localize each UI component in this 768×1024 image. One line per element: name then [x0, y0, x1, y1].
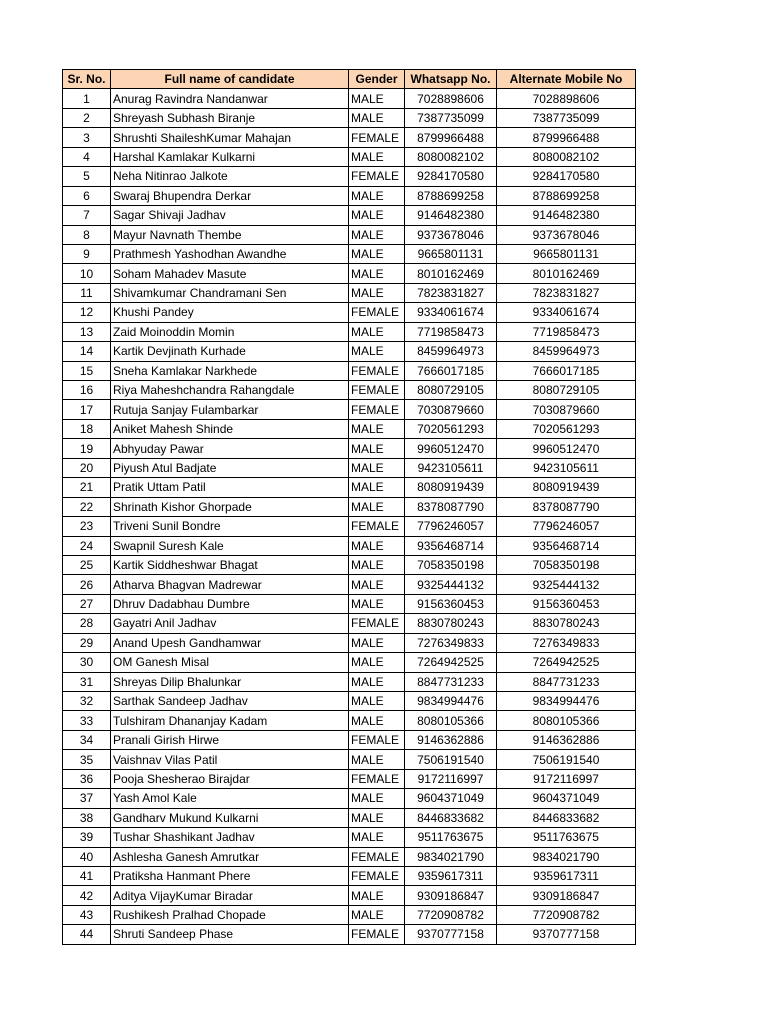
sr-no-cell: 41 — [63, 866, 111, 885]
whatsapp-no-cell: 7030879660 — [405, 400, 497, 419]
sr-no-cell: 5 — [63, 167, 111, 186]
whatsapp-no-cell: 8788699258 — [405, 186, 497, 205]
gender-cell: MALE — [349, 828, 405, 847]
sr-no-cell: 11 — [63, 283, 111, 302]
whatsapp-no-cell: 9334061674 — [405, 303, 497, 322]
sr-no-cell: 16 — [63, 381, 111, 400]
sr-no-cell: 14 — [63, 342, 111, 361]
table-row — [63, 167, 636, 186]
candidate-name-cell: Shrinath Kishor Ghorpade — [111, 497, 349, 516]
table-row — [63, 303, 636, 322]
gender-cell: MALE — [349, 283, 405, 302]
candidate-name-cell: Zaid Moinoddin Momin — [111, 322, 349, 341]
alternate-mobile-cell: 9146362886 — [497, 730, 636, 749]
alternate-mobile-cell: 7823831827 — [497, 283, 636, 302]
candidate-name-cell: Rushikesh Pralhad Chopade — [111, 905, 349, 924]
alternate-mobile-cell: 7666017185 — [497, 361, 636, 380]
whatsapp-no-cell: 9511763675 — [405, 828, 497, 847]
alternate-mobile-cell: 9334061674 — [497, 303, 636, 322]
alternate-mobile-cell: 8378087790 — [497, 497, 636, 516]
whatsapp-no-cell: 9356468714 — [405, 536, 497, 555]
table-row — [63, 594, 636, 613]
whatsapp-no-cell: 7276349833 — [405, 633, 497, 652]
gender-cell: MALE — [349, 497, 405, 516]
whatsapp-no-cell: 8080082102 — [405, 147, 497, 166]
whatsapp-no-cell: 9325444132 — [405, 575, 497, 594]
whatsapp-no-cell: 9665801131 — [405, 244, 497, 263]
candidate-name-cell: Shruti Sandeep Phase — [111, 925, 349, 944]
gender-cell: MALE — [349, 147, 405, 166]
whatsapp-no-cell: 9284170580 — [405, 167, 497, 186]
alternate-mobile-cell: 9325444132 — [497, 575, 636, 594]
whatsapp-no-cell: 9834021790 — [405, 847, 497, 866]
sr-no-cell: 43 — [63, 905, 111, 924]
candidate-name-cell: Gayatri Anil Jadhav — [111, 614, 349, 633]
alternate-mobile-cell: 9284170580 — [497, 167, 636, 186]
alternate-mobile-cell: 9309186847 — [497, 886, 636, 905]
sr-no-cell: 1 — [63, 89, 111, 108]
gender-cell: MALE — [349, 653, 405, 672]
candidate-name-cell: Rutuja Sanjay Fulambarkar — [111, 400, 349, 419]
sr-no-cell: 22 — [63, 497, 111, 516]
alternate-mobile-cell: 7720908782 — [497, 905, 636, 924]
gender-cell: MALE — [349, 633, 405, 652]
whatsapp-no-cell: 7796246057 — [405, 517, 497, 536]
alternate-mobile-cell: 8080105366 — [497, 711, 636, 730]
sr-no-cell: 21 — [63, 478, 111, 497]
sr-no-cell: 18 — [63, 419, 111, 438]
alternate-mobile-cell: 9665801131 — [497, 244, 636, 263]
alternate-mobile-cell: 7276349833 — [497, 633, 636, 652]
candidate-name-cell: Riya Maheshchandra Rahangdale — [111, 381, 349, 400]
alternate-mobile-cell: 9359617311 — [497, 866, 636, 885]
table-row — [63, 322, 636, 341]
sr-no-cell: 25 — [63, 555, 111, 574]
gender-cell: MALE — [349, 692, 405, 711]
sr-no-cell: 20 — [63, 458, 111, 477]
table-row — [63, 789, 636, 808]
sr-no-cell: 12 — [63, 303, 111, 322]
whatsapp-no-cell: 7719858473 — [405, 322, 497, 341]
alternate-mobile-cell: 7030879660 — [497, 400, 636, 419]
sr-no-cell: 42 — [63, 886, 111, 905]
alternate-mobile-cell: 8080729105 — [497, 381, 636, 400]
whatsapp-no-cell: 8080919439 — [405, 478, 497, 497]
table-row — [63, 264, 636, 283]
whatsapp-no-cell: 8010162469 — [405, 264, 497, 283]
table-row — [63, 769, 636, 788]
candidate-name-cell: Prathmesh Yashodhan Awandhe — [111, 244, 349, 263]
whatsapp-no-cell: 7720908782 — [405, 905, 497, 924]
table-row — [63, 614, 636, 633]
sr-no-cell: 19 — [63, 439, 111, 458]
sr-no-cell: 39 — [63, 828, 111, 847]
candidate-name-cell: Shivamkumar Chandramani Sen — [111, 283, 349, 302]
alternate-mobile-cell: 7796246057 — [497, 517, 636, 536]
whatsapp-no-cell: 7387735099 — [405, 108, 497, 127]
table-row — [63, 108, 636, 127]
whatsapp-no-cell: 7823831827 — [405, 283, 497, 302]
sr-no-cell: 23 — [63, 517, 111, 536]
table-row — [63, 478, 636, 497]
table-row — [63, 419, 636, 438]
table-row — [63, 847, 636, 866]
table-row — [63, 575, 636, 594]
alternate-mobile-cell: 8847731233 — [497, 672, 636, 691]
gender-cell: MALE — [349, 750, 405, 769]
gender-cell: MALE — [349, 808, 405, 827]
alternate-mobile-cell: 9960512470 — [497, 439, 636, 458]
whatsapp-no-cell: 7058350198 — [405, 555, 497, 574]
whatsapp-no-cell: 9309186847 — [405, 886, 497, 905]
whatsapp-no-cell: 9146362886 — [405, 730, 497, 749]
table-row — [63, 361, 636, 380]
candidate-name-cell: Pranali Girish Hirwe — [111, 730, 349, 749]
sr-no-cell: 9 — [63, 244, 111, 263]
sr-no-cell: 6 — [63, 186, 111, 205]
gender-cell: FEMALE — [349, 517, 405, 536]
table-row — [63, 342, 636, 361]
table-row — [63, 244, 636, 263]
candidate-name-cell: Pooja Shesherao Birajdar — [111, 769, 349, 788]
candidate-name-cell: Shreyash Subhash Biranje — [111, 108, 349, 127]
gender-cell: MALE — [349, 264, 405, 283]
alternate-mobile-cell: 7020561293 — [497, 419, 636, 438]
gender-cell: FEMALE — [349, 381, 405, 400]
sr-no-cell: 4 — [63, 147, 111, 166]
alternate-mobile-cell: 8080082102 — [497, 147, 636, 166]
table-row — [63, 653, 636, 672]
whatsapp-no-cell: 8830780243 — [405, 614, 497, 633]
table-body — [63, 89, 636, 944]
alternate-mobile-cell: 7058350198 — [497, 555, 636, 574]
alternate-mobile-cell: 8799966488 — [497, 128, 636, 147]
candidate-name-cell: OM Ganesh Misal — [111, 653, 349, 672]
gender-cell: FEMALE — [349, 866, 405, 885]
candidate-name-cell: Kartik Devjinath Kurhade — [111, 342, 349, 361]
candidate-name-cell: Tulshiram Dhananjay Kadam — [111, 711, 349, 730]
alternate-mobile-cell: 7028898606 — [497, 89, 636, 108]
candidate-name-cell: Soham Mahadev Masute — [111, 264, 349, 283]
header-full-name: Full name of candidate — [111, 70, 349, 89]
whatsapp-no-cell: 9960512470 — [405, 439, 497, 458]
alternate-mobile-cell: 9146482380 — [497, 206, 636, 225]
sr-no-cell: 28 — [63, 614, 111, 633]
gender-cell: FEMALE — [349, 167, 405, 186]
table-row — [63, 497, 636, 516]
candidate-name-cell: Ashlesha Ganesh Amrutkar — [111, 847, 349, 866]
gender-cell: MALE — [349, 419, 405, 438]
gender-cell: MALE — [349, 225, 405, 244]
gender-cell: FEMALE — [349, 303, 405, 322]
candidate-name-cell: Anand Upesh Gandhamwar — [111, 633, 349, 652]
sr-no-cell: 17 — [63, 400, 111, 419]
alternate-mobile-cell: 9834994476 — [497, 692, 636, 711]
whatsapp-no-cell: 9146482380 — [405, 206, 497, 225]
gender-cell: FEMALE — [349, 128, 405, 147]
table-row — [63, 692, 636, 711]
alternate-mobile-cell: 9604371049 — [497, 789, 636, 808]
alternate-mobile-cell: 9423105611 — [497, 458, 636, 477]
alternate-mobile-cell: 8446833682 — [497, 808, 636, 827]
sr-no-cell: 27 — [63, 594, 111, 613]
candidate-name-cell: Gandharv Mukund Kulkarni — [111, 808, 349, 827]
gender-cell: FEMALE — [349, 925, 405, 944]
whatsapp-no-cell: 8080105366 — [405, 711, 497, 730]
table-row — [63, 633, 636, 652]
gender-cell: FEMALE — [349, 614, 405, 633]
gender-cell: MALE — [349, 108, 405, 127]
sr-no-cell: 37 — [63, 789, 111, 808]
table-row — [63, 905, 636, 924]
candidate-name-cell: Abhyuday Pawar — [111, 439, 349, 458]
gender-cell: MALE — [349, 555, 405, 574]
candidate-name-cell: Mayur Navnath Thembe — [111, 225, 349, 244]
gender-cell: MALE — [349, 322, 405, 341]
alternate-mobile-cell: 9156360453 — [497, 594, 636, 613]
candidate-name-cell: Piyush Atul Badjate — [111, 458, 349, 477]
table-row — [63, 225, 636, 244]
sr-no-cell: 33 — [63, 711, 111, 730]
gender-cell: MALE — [349, 206, 405, 225]
sr-no-cell: 44 — [63, 925, 111, 944]
alternate-mobile-cell: 9172116997 — [497, 769, 636, 788]
table-row — [63, 536, 636, 555]
table-row — [63, 186, 636, 205]
table-row — [63, 381, 636, 400]
alternate-mobile-cell: 9370777158 — [497, 925, 636, 944]
sr-no-cell: 10 — [63, 264, 111, 283]
gender-cell: MALE — [349, 439, 405, 458]
candidate-name-cell: Tushar Shashikant Jadhav — [111, 828, 349, 847]
sr-no-cell: 3 — [63, 128, 111, 147]
table-row — [63, 925, 636, 944]
gender-cell: FEMALE — [349, 361, 405, 380]
whatsapp-no-cell: 7506191540 — [405, 750, 497, 769]
candidate-name-cell: Sarthak Sandeep Jadhav — [111, 692, 349, 711]
table-row — [63, 283, 636, 302]
gender-cell: FEMALE — [349, 730, 405, 749]
whatsapp-no-cell: 7264942525 — [405, 653, 497, 672]
whatsapp-no-cell: 9370777158 — [405, 925, 497, 944]
candidate-name-cell: Triveni Sunil Bondre — [111, 517, 349, 536]
candidate-name-cell: Shrushti ShaileshKumar Mahajan — [111, 128, 349, 147]
candidate-name-cell: Yash Amol Kale — [111, 789, 349, 808]
sr-no-cell: 29 — [63, 633, 111, 652]
candidate-name-cell: Shreyas Dilip Bhalunkar — [111, 672, 349, 691]
table-row — [63, 711, 636, 730]
alternate-mobile-cell: 8010162469 — [497, 264, 636, 283]
whatsapp-no-cell: 8459964973 — [405, 342, 497, 361]
header-sr-no: Sr. No. — [63, 70, 111, 89]
gender-cell: MALE — [349, 186, 405, 205]
alternate-mobile-cell: 7506191540 — [497, 750, 636, 769]
gender-cell: MALE — [349, 672, 405, 691]
table-row — [63, 517, 636, 536]
gender-cell: MALE — [349, 536, 405, 555]
header-gender: Gender — [349, 70, 405, 89]
whatsapp-no-cell: 7028898606 — [405, 89, 497, 108]
sr-no-cell: 2 — [63, 108, 111, 127]
whatsapp-no-cell: 9423105611 — [405, 458, 497, 477]
table-row — [63, 750, 636, 769]
gender-cell: MALE — [349, 342, 405, 361]
candidate-name-cell: Aniket Mahesh Shinde — [111, 419, 349, 438]
gender-cell: MALE — [349, 905, 405, 924]
whatsapp-no-cell: 9373678046 — [405, 225, 497, 244]
sr-no-cell: 7 — [63, 206, 111, 225]
candidate-name-cell: Vaishnav Vilas Patil — [111, 750, 349, 769]
candidate-name-cell: Swapnil Suresh Kale — [111, 536, 349, 555]
alternate-mobile-cell: 9356468714 — [497, 536, 636, 555]
sr-no-cell: 26 — [63, 575, 111, 594]
candidate-name-cell: Kartik Siddheshwar Bhagat — [111, 555, 349, 574]
candidate-name-cell: Harshal Kamlakar Kulkarni — [111, 147, 349, 166]
table-row — [63, 828, 636, 847]
alternate-mobile-cell: 9373678046 — [497, 225, 636, 244]
candidate-name-cell: Pratik Uttam Patil — [111, 478, 349, 497]
table-row — [63, 555, 636, 574]
header-whatsapp-no: Whatsapp No. — [405, 70, 497, 89]
whatsapp-no-cell: 9359617311 — [405, 866, 497, 885]
alternate-mobile-cell: 8080919439 — [497, 478, 636, 497]
sr-no-cell: 34 — [63, 730, 111, 749]
candidate-name-cell: Dhruv Dadabhau Dumbre — [111, 594, 349, 613]
gender-cell: MALE — [349, 886, 405, 905]
sr-no-cell: 30 — [63, 653, 111, 672]
whatsapp-no-cell: 8446833682 — [405, 808, 497, 827]
table-row — [63, 147, 636, 166]
whatsapp-no-cell: 8847731233 — [405, 672, 497, 691]
candidate-name-cell: Neha Nitinrao Jalkote — [111, 167, 349, 186]
alternate-mobile-cell: 8788699258 — [497, 186, 636, 205]
table-row — [63, 886, 636, 905]
whatsapp-no-cell: 9156360453 — [405, 594, 497, 613]
table-row — [63, 206, 636, 225]
header-row — [63, 70, 636, 89]
gender-cell: MALE — [349, 478, 405, 497]
table-row — [63, 439, 636, 458]
header-alternate-mobile-no: Alternate Mobile No — [497, 70, 636, 89]
whatsapp-no-cell: 9172116997 — [405, 769, 497, 788]
whatsapp-no-cell: 9834994476 — [405, 692, 497, 711]
table-row — [63, 128, 636, 147]
gender-cell: FEMALE — [349, 769, 405, 788]
whatsapp-no-cell: 7020561293 — [405, 419, 497, 438]
table-row — [63, 458, 636, 477]
sr-no-cell: 24 — [63, 536, 111, 555]
alternate-mobile-cell: 8459964973 — [497, 342, 636, 361]
table-row — [63, 89, 636, 108]
gender-cell: MALE — [349, 89, 405, 108]
whatsapp-no-cell: 8378087790 — [405, 497, 497, 516]
gender-cell: MALE — [349, 594, 405, 613]
whatsapp-no-cell: 9604371049 — [405, 789, 497, 808]
gender-cell: MALE — [349, 244, 405, 263]
gender-cell: MALE — [349, 458, 405, 477]
sr-no-cell: 8 — [63, 225, 111, 244]
candidate-name-cell: Pratiksha Hanmant Phere — [111, 866, 349, 885]
candidate-name-cell: Sneha Kamlakar Narkhede — [111, 361, 349, 380]
gender-cell: FEMALE — [349, 847, 405, 866]
alternate-mobile-cell: 7387735099 — [497, 108, 636, 127]
sr-no-cell: 40 — [63, 847, 111, 866]
gender-cell: MALE — [349, 711, 405, 730]
candidate-name-cell: Anurag Ravindra Nandanwar — [111, 89, 349, 108]
alternate-mobile-cell: 8830780243 — [497, 614, 636, 633]
table-row — [63, 400, 636, 419]
candidate-name-cell: Khushi Pandey — [111, 303, 349, 322]
gender-cell: MALE — [349, 789, 405, 808]
sr-no-cell: 36 — [63, 769, 111, 788]
sr-no-cell: 35 — [63, 750, 111, 769]
sr-no-cell: 15 — [63, 361, 111, 380]
alternate-mobile-cell: 7264942525 — [497, 653, 636, 672]
sr-no-cell: 32 — [63, 692, 111, 711]
candidate-name-cell: Aditya VijayKumar Biradar — [111, 886, 349, 905]
candidate-name-cell: Swaraj Bhupendra Derkar — [111, 186, 349, 205]
alternate-mobile-cell: 9511763675 — [497, 828, 636, 847]
sr-no-cell: 38 — [63, 808, 111, 827]
alternate-mobile-cell: 9834021790 — [497, 847, 636, 866]
table-row — [63, 866, 636, 885]
candidate-name-cell: Atharva Bhagvan Madrewar — [111, 575, 349, 594]
table-row — [63, 808, 636, 827]
sr-no-cell: 13 — [63, 322, 111, 341]
gender-cell: MALE — [349, 575, 405, 594]
whatsapp-no-cell: 8799966488 — [405, 128, 497, 147]
alternate-mobile-cell: 7719858473 — [497, 322, 636, 341]
table-row — [63, 730, 636, 749]
sr-no-cell: 31 — [63, 672, 111, 691]
gender-cell: FEMALE — [349, 400, 405, 419]
whatsapp-no-cell: 7666017185 — [405, 361, 497, 380]
candidate-table — [62, 69, 636, 945]
table-row — [63, 672, 636, 691]
whatsapp-no-cell: 8080729105 — [405, 381, 497, 400]
candidate-name-cell: Sagar Shivaji Jadhav — [111, 206, 349, 225]
